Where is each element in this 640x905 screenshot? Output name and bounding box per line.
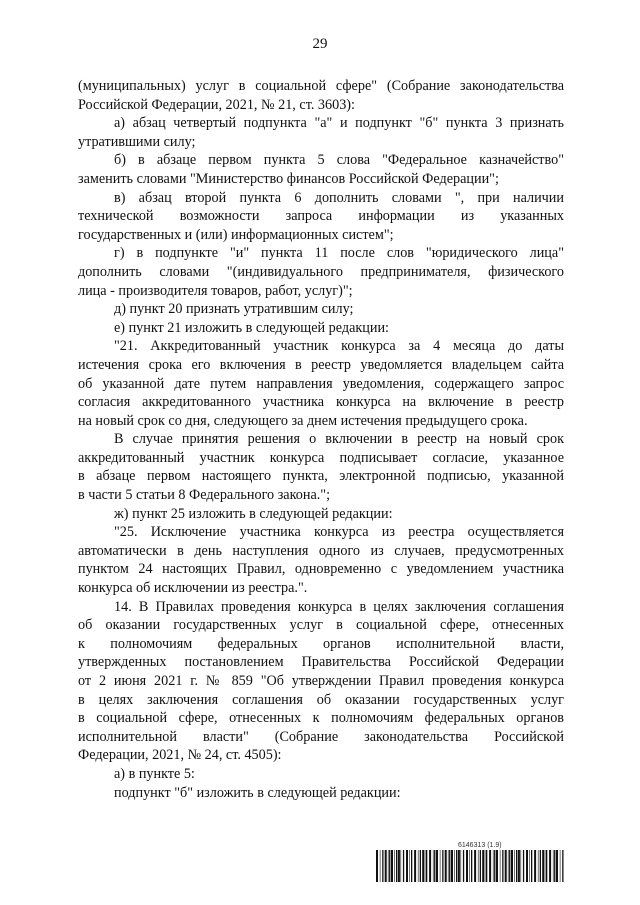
text-line: к полномочиям федеральных органов исполнительной власти, [78,635,564,652]
text-line: государственных и (или) информационных систем"; [78,226,394,243]
document-code: 6146313 (1.9) [458,842,502,849]
text-line: б) в абзаце первом пункта 5 слова "Федеральное казначейство" [114,152,564,169]
text-line: на новый срок со дня, следующего за днем истечения предыдущего срока. [78,412,528,429]
text-line: исполнительной власти" (Собрание законодательства Российской [78,728,564,745]
text-line: а) абзац четвертый подпункта "а" и подпункт "б" пункта 3 признать [114,115,564,132]
text-line: ж) пункт 25 изложить в следующей редакции: [114,505,393,522]
text-line: от 2 июня 2021 г. № 859 "Об утверждении Правил проведения конкурса [78,673,564,689]
text-line: "21. Аккредитованный участник конкурса за 4 месяца до даты [114,338,564,355]
text-line: "25. Исключение участника конкурса из реестра осуществляется [114,524,564,541]
text-line: в целях заключения соглашения об оказании государственных услуг [78,691,564,708]
text-line: согласия аккредитованного участника конкурса на включение в реестр [78,394,564,411]
text-line: г) в подпункте "и" пункта 11 после слов "юридического лица" [114,245,564,262]
text-line: автоматически в день наступления одного из случаев, предусмотренных [78,542,564,559]
text-line: подпункт "б" изложить в следующей редакции: [114,784,401,801]
text-line: 14. В Правилах проведения конкурса в целях заключения соглашения [114,598,564,615]
text-line: В случае принятия решения о включении в реестр на новый срок [114,431,564,448]
barcode [376,850,566,882]
page-number: 29 [312,36,328,52]
text-line: истечения срока его включения в реестр уведомляется владельцем сайта [78,356,564,373]
text-line: в абзаце первом настоящего пункта, электронной подписью, указанной [78,468,564,485]
text-line: утратившими силу; [78,133,196,150]
text-line: Российской Федерации, 2021, № 21, ст. 3603): [78,96,355,113]
text-line: в) абзац второй пункта 6 дополнить словами ", при наличии [114,189,564,206]
text-line: в социальной сфере, отнесенных к полномочиям федеральных органов [78,710,564,727]
text-line: (муниципальных) услуг в социальной сфере" (Собрание законодательства [78,78,564,94]
text-line: дополнить словами "(индивидуального предпринимателя, физического [78,263,564,280]
text-line: в части 5 статьи 8 Федерального закона."; [78,487,331,504]
document-body [78,77,564,802]
text-line: об указанной дате путем направления уведомления, содержащего запрос [78,375,564,392]
text-line: е) пункт 21 изложить в следующей редакции: [114,319,389,336]
text-line: технической возможности запроса информации из указанных [78,208,564,225]
text-line: утвержденных постановлением Правительства Российской Федерации [78,654,564,671]
text-line: заменить словами "Министерство финансов Российской Федерации"; [78,170,499,187]
text-line: лица - производителя товаров, работ, услуг)"; [78,282,353,299]
text-line: Федерации, 2021, № 24, ст. 4505): [78,747,282,764]
text-line: конкурса об исключении из реестра.". [78,580,308,597]
text-line: аккредитованный участник конкурса подписывает согласие, указанное [78,449,564,466]
text-line: а) в пункте 5: [114,765,195,782]
text-line: об оказании государственных услуг в социальной сфере, отнесенных [78,617,564,634]
text-line: пунктом 24 настоящих Правил, одновременно с уведомлением участника [78,561,564,578]
text-line: д) пункт 20 признать утратившим силу; [114,301,354,318]
